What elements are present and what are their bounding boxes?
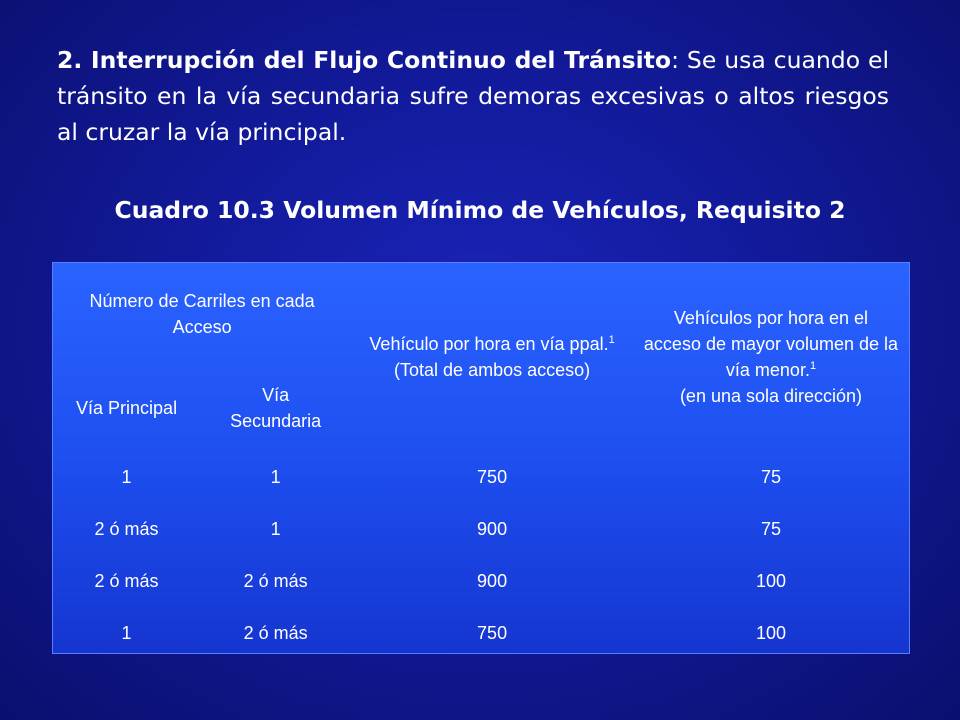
main-road-lanes-cell: 2 ó más bbox=[94, 518, 159, 539]
main-road-volume-cell: 750 bbox=[477, 622, 508, 643]
secondary-road-lanes-cell: 1 bbox=[270, 518, 281, 539]
main-road-volume-header: Vehículo por hora en vía ppal.$^1$ (Total de ambos acceso) bbox=[369, 334, 615, 380]
main-road-volume-cell: 750 bbox=[477, 466, 508, 487]
requirements-table-container bbox=[52, 262, 910, 654]
table-row bbox=[53, 555, 909, 607]
secondary-road-lanes-cell: 1 bbox=[270, 466, 281, 487]
table-row bbox=[53, 503, 909, 555]
main-road-volume-cell: 900 bbox=[477, 570, 508, 591]
main-road-lanes-cell: 1 bbox=[121, 622, 132, 643]
intro-lead: 2. Interrupción del Flujo Continuo del Tránsito bbox=[57, 46, 672, 74]
table-caption: Cuadro 10.3 Volumen Mínimo de Vehículos, Requisito 2 bbox=[114, 196, 846, 224]
footnote-marker: 1 bbox=[809, 360, 817, 372]
table-row bbox=[53, 607, 909, 659]
main-road-lanes-cell: 1 bbox=[121, 466, 132, 487]
lanes-group-header: Número de Carriles en cada Acceso bbox=[89, 291, 315, 337]
minor-road-volume-cell: 100 bbox=[755, 570, 787, 591]
intro-paragraph bbox=[57, 42, 889, 150]
requirements-table bbox=[53, 263, 909, 659]
main-road-volume-cell: 900 bbox=[477, 518, 508, 539]
minor-road-volume-cell: 100 bbox=[755, 622, 787, 643]
secondary-road-lanes-cell: 2 ó más bbox=[243, 622, 308, 643]
main-road-lanes-cell: 2 ó más bbox=[94, 570, 159, 591]
table-row bbox=[53, 451, 909, 503]
minor-road-volume-cell: 75 bbox=[760, 518, 781, 539]
footnote-marker: 1 bbox=[608, 334, 615, 346]
secondary-road-lanes-header: Vía Secundaria bbox=[230, 385, 322, 431]
secondary-road-lanes-cell: 2 ó más bbox=[243, 570, 308, 591]
intro-text: : Se usa cuando el tránsito en la vía secundaria sufre demoras excesivas o altos riesgos al cruzar la vía principal. bbox=[57, 46, 889, 146]
table-body bbox=[53, 451, 909, 659]
main-road-lanes-header: Vía Principal bbox=[76, 398, 178, 418]
minor-road-volume-cell: 75 bbox=[760, 466, 781, 487]
minor-road-volume-header: Vehículos por hora en el acceso de mayor volumen de la vía menor.$^1$ (en una sola dirección) bbox=[643, 308, 899, 406]
